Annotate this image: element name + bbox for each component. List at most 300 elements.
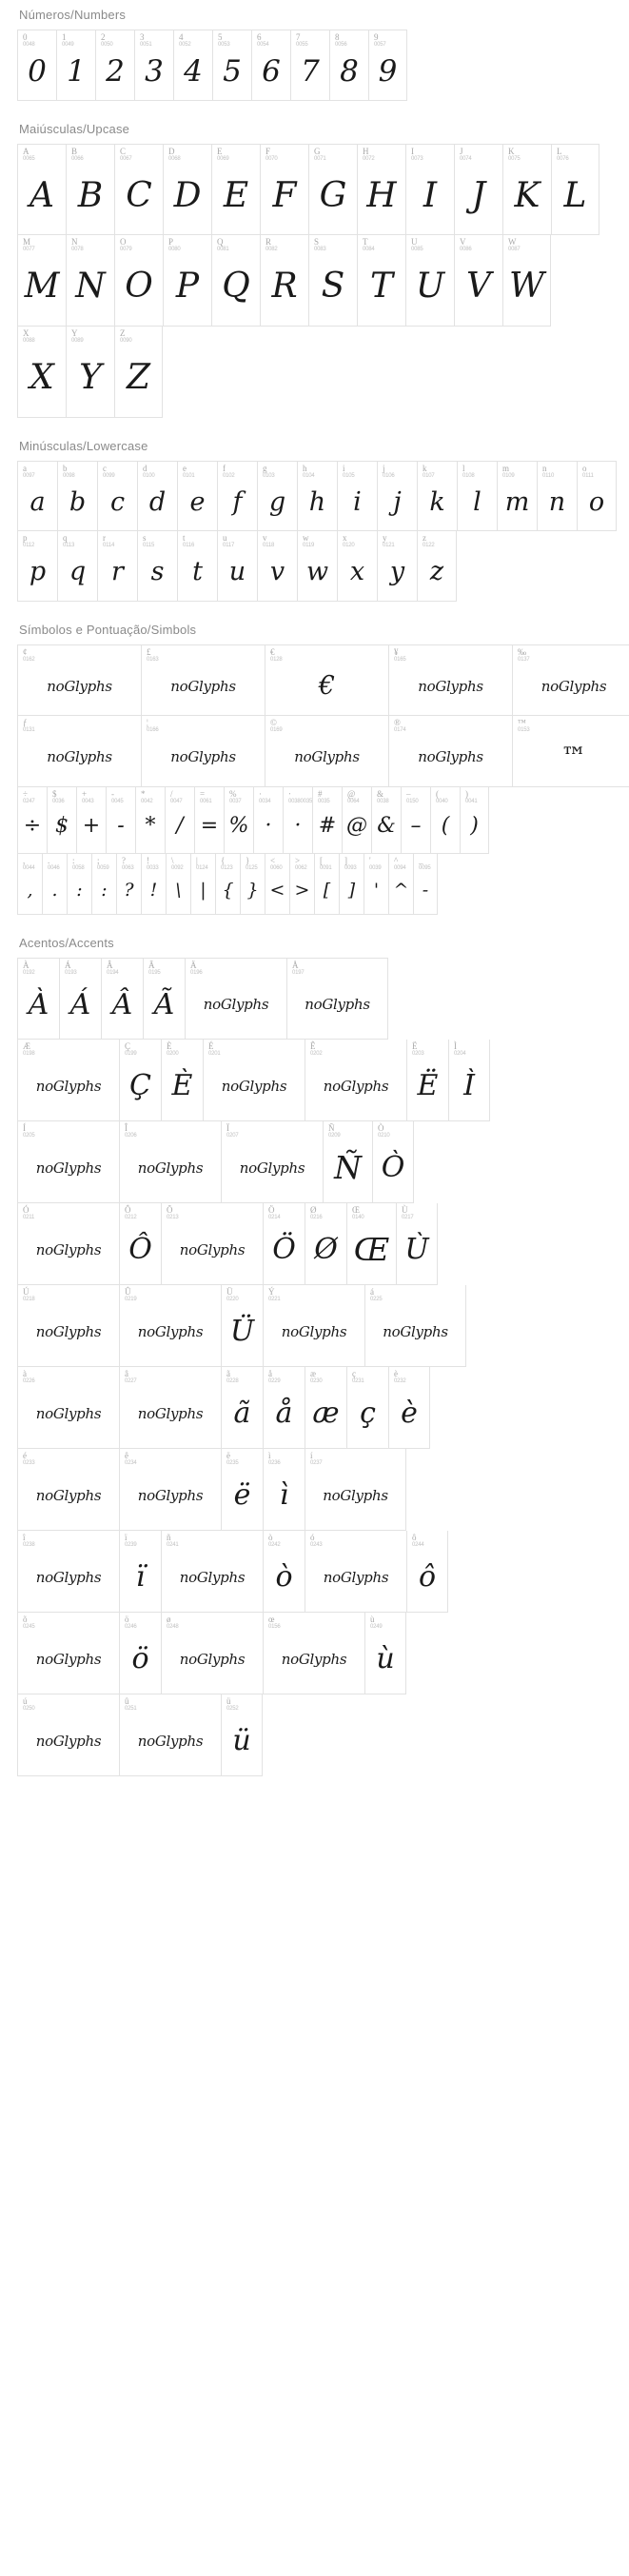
glyph-cell[interactable]	[95, 30, 134, 101]
glyph-cell[interactable]	[114, 235, 163, 327]
glyph-char-label: È	[167, 1041, 172, 1051]
glyph-cell[interactable]	[119, 1449, 221, 1531]
glyph-cell[interactable]	[66, 144, 114, 235]
glyph-cell[interactable]	[211, 235, 260, 327]
glyph-render: 8	[340, 53, 359, 89]
glyph-render: E	[223, 175, 249, 215]
glyph-cell[interactable]	[430, 787, 460, 854]
glyph-cell[interactable]	[161, 1203, 263, 1285]
glyph-char-label: ÷	[23, 789, 28, 799]
glyph-cell[interactable]	[106, 787, 135, 854]
glyph-char-label: Ã	[148, 961, 155, 970]
glyph-meta	[414, 854, 437, 872]
glyph-meta	[358, 235, 405, 253]
glyph-render: @	[346, 814, 367, 839]
glyph-cell[interactable]	[17, 30, 56, 101]
glyph-cell[interactable]	[357, 235, 405, 327]
glyph-char-label: >	[295, 856, 301, 865]
glyph-code-label: 0225	[370, 1297, 383, 1303]
glyph-char-label: 7	[296, 32, 301, 42]
glyph-cell[interactable]	[119, 1531, 161, 1613]
glyph-cell[interactable]	[263, 1613, 364, 1694]
glyph-char-label: D	[168, 147, 175, 156]
glyph-meta	[115, 235, 163, 253]
glyph-cell[interactable]	[177, 461, 217, 531]
glyph-meta	[378, 462, 417, 480]
glyph-render: z	[429, 557, 444, 587]
glyph-render: È	[171, 1069, 193, 1103]
glyph-cell[interactable]	[17, 854, 42, 915]
glyph-char-label: {	[221, 856, 226, 865]
glyph-cell[interactable]	[290, 30, 329, 101]
glyph-cell[interactable]	[221, 1367, 263, 1449]
glyph-cell[interactable]	[308, 235, 357, 327]
glyph-cell[interactable]	[173, 30, 212, 101]
glyph-cell[interactable]	[119, 1121, 221, 1203]
glyph-render: P	[175, 267, 200, 307]
glyph-cell[interactable]	[119, 1613, 161, 1694]
glyph-char-label: ®	[394, 718, 401, 727]
glyph-cell[interactable]	[497, 461, 537, 531]
glyph-cell[interactable]	[512, 716, 629, 787]
glyph-meta	[18, 787, 47, 805]
glyph-render: 6	[262, 53, 281, 89]
glyph-render: Ñ	[334, 1149, 362, 1187]
glyph-char-label: c	[103, 464, 107, 473]
glyph-render: ô	[418, 1560, 437, 1595]
glyph-cell[interactable]	[286, 958, 388, 1040]
glyph-cell[interactable]	[163, 144, 211, 235]
glyph-cell[interactable]	[305, 1040, 406, 1121]
glyph-cell[interactable]	[406, 1040, 448, 1121]
glyph-char-label: æ	[310, 1369, 317, 1378]
glyph-render: ·	[265, 814, 272, 839]
glyph-cell[interactable]	[265, 644, 388, 716]
glyph-cell[interactable]	[388, 644, 512, 716]
glyph-cell[interactable]	[17, 1367, 119, 1449]
glyph-meta	[142, 716, 265, 734]
glyph-cell[interactable]	[401, 787, 430, 854]
glyph-code-label: 0068	[168, 156, 181, 163]
glyph-char-label: Â	[107, 961, 113, 970]
glyph-cell[interactable]	[59, 958, 101, 1040]
glyph-meta	[191, 854, 215, 872]
glyph-cell[interactable]	[221, 1121, 323, 1203]
glyph-cell[interactable]	[305, 1449, 406, 1531]
glyph-char-label: #	[318, 789, 323, 799]
glyph-cell[interactable]	[161, 1040, 203, 1121]
glyph-cell[interactable]	[396, 1203, 438, 1285]
glyph-cell[interactable]	[217, 531, 257, 602]
glyph-missing: noGlyphs	[170, 748, 236, 766]
glyph-meta	[58, 462, 97, 480]
glyph-cell[interactable]	[289, 854, 314, 915]
glyph-cell[interactable]	[116, 854, 141, 915]
glyph-cell[interactable]	[119, 1040, 161, 1121]
glyph-meta	[138, 531, 177, 549]
glyph-cell[interactable]	[177, 531, 217, 602]
glyph-render: v	[269, 557, 285, 587]
glyph-missing: noGlyphs	[323, 1568, 389, 1586]
glyph-code-label: 0053	[218, 42, 230, 49]
glyph-render: À	[28, 987, 49, 1021]
glyph-cell[interactable]	[260, 144, 308, 235]
glyph-render: 5	[223, 53, 242, 89]
glyph-cell[interactable]	[263, 1449, 305, 1531]
glyph-cell[interactable]	[372, 1121, 414, 1203]
glyph-render: –	[410, 814, 422, 839]
glyph-meta	[67, 145, 114, 163]
glyph-code-label: 0092	[171, 865, 184, 872]
glyph-cell[interactable]	[141, 716, 265, 787]
glyph-char-label: í	[310, 1451, 313, 1460]
glyph-code-label: 0227	[125, 1378, 137, 1385]
glyph-cell[interactable]	[240, 854, 265, 915]
glyph-render: )	[470, 814, 479, 839]
glyph-cell[interactable]	[119, 1367, 221, 1449]
glyph-cell[interactable]	[137, 461, 177, 531]
glyph-cell[interactable]	[405, 235, 454, 327]
glyph-cell[interactable]	[388, 1367, 430, 1449]
glyph-char-label: O	[120, 237, 127, 247]
glyph-cell[interactable]	[17, 1285, 119, 1367]
glyph-cell[interactable]	[537, 461, 577, 531]
glyph-cell[interactable]	[263, 1531, 305, 1613]
glyph-render: m	[504, 486, 530, 517]
glyph-cell[interactable]	[17, 235, 66, 327]
glyph-cell[interactable]	[417, 461, 457, 531]
glyph-cell[interactable]	[211, 144, 260, 235]
glyph-code-label: 0241	[167, 1542, 179, 1549]
glyph-render: Ã	[153, 987, 175, 1021]
glyph-char-label: Ê	[310, 1041, 316, 1051]
glyph-cell[interactable]	[314, 854, 339, 915]
glyph-cell[interactable]	[312, 787, 342, 854]
glyph-cell[interactable]	[263, 1367, 305, 1449]
glyph-cell[interactable]	[161, 1531, 263, 1613]
glyph-meta	[389, 716, 512, 734]
glyph-cell[interactable]	[194, 787, 224, 854]
glyph-cell[interactable]	[135, 787, 165, 854]
glyph-cell[interactable]	[346, 1367, 388, 1449]
glyph-meta	[324, 1121, 372, 1139]
glyph-cell[interactable]	[221, 1285, 263, 1367]
glyph-cell[interactable]	[448, 1040, 490, 1121]
glyph-cell[interactable]	[460, 787, 489, 854]
glyph-code-label: 0121	[383, 543, 395, 549]
glyph-cell[interactable]	[161, 1613, 263, 1694]
glyph-cell[interactable]	[217, 461, 257, 531]
glyph-code-label: 0078	[71, 247, 84, 253]
glyph-meta	[60, 959, 101, 977]
glyph-cell[interactable]	[297, 461, 337, 531]
glyph-cell[interactable]	[163, 235, 211, 327]
glyph-cell[interactable]	[308, 144, 357, 235]
glyph-char-label: ™	[518, 718, 526, 727]
glyph-meta	[455, 235, 502, 253]
glyph-render: ë	[233, 1478, 251, 1513]
glyph-meta	[136, 787, 165, 805]
glyph-cell[interactable]	[339, 854, 364, 915]
glyph-char-label: Ç	[125, 1041, 131, 1051]
glyph-cell[interactable]	[190, 854, 215, 915]
glyph-char-label: 9	[374, 32, 379, 42]
glyph-char-label: ï	[125, 1533, 128, 1542]
glyph-cell[interactable]	[17, 327, 66, 418]
glyph-char-label: à	[23, 1369, 27, 1378]
glyph-meta	[18, 145, 66, 163]
glyph-code-label: 0074	[460, 156, 472, 163]
glyph-cell[interactable]	[388, 854, 413, 915]
glyph-cell[interactable]	[257, 461, 297, 531]
glyph-cell[interactable]	[377, 531, 417, 602]
glyph-meta	[365, 1613, 405, 1631]
glyph-missing: noGlyphs	[47, 748, 112, 766]
glyph-cell[interactable]	[17, 1449, 119, 1531]
glyph-code-label: 0235	[226, 1460, 239, 1467]
glyph-meta	[96, 30, 134, 49]
glyph-cell[interactable]	[17, 716, 141, 787]
glyph-cell[interactable]	[305, 1203, 346, 1285]
glyph-cell[interactable]	[17, 958, 59, 1040]
glyph-cell[interactable]	[17, 461, 57, 531]
glyph-missing: noGlyphs	[239, 1159, 305, 1177]
glyph-missing: noGlyphs	[137, 1322, 204, 1340]
glyph-cell[interactable]	[265, 854, 289, 915]
glyph-cell[interactable]	[119, 1694, 221, 1776]
glyph-meta	[204, 1040, 305, 1058]
glyph-grid	[17, 461, 612, 602]
glyph-cell[interactable]	[17, 531, 57, 602]
glyph-cell[interactable]	[265, 716, 388, 787]
glyph-cell[interactable]	[17, 1121, 119, 1203]
glyph-cell[interactable]	[224, 787, 253, 854]
glyph-cell[interactable]	[17, 1613, 119, 1694]
glyph-render: p	[29, 557, 47, 587]
glyph-cell[interactable]	[364, 1285, 466, 1367]
glyph-cell[interactable]	[329, 30, 368, 101]
glyph-render: 0	[28, 53, 47, 89]
glyph-cell[interactable]	[215, 854, 240, 915]
glyph-char-label: m	[502, 464, 510, 473]
glyph-render: C	[126, 175, 152, 215]
glyph-code-label: 0082	[265, 247, 278, 253]
glyph-char-label: â	[125, 1369, 128, 1378]
glyph-row	[17, 461, 617, 531]
glyph-meta	[164, 235, 211, 253]
glyph-render: Ë	[417, 1069, 439, 1103]
glyph-char-label: }	[246, 856, 250, 865]
glyph-cell[interactable]	[454, 235, 502, 327]
glyph-render: q	[69, 557, 87, 587]
glyph-meta	[261, 235, 308, 253]
glyph-cell[interactable]	[119, 1203, 161, 1285]
glyph-cell[interactable]	[203, 1040, 305, 1121]
glyph-cell[interactable]	[47, 787, 76, 854]
glyph-cell[interactable]	[251, 30, 290, 101]
glyph-code-label: 0203	[412, 1051, 424, 1058]
glyph-cell[interactable]	[577, 461, 617, 531]
glyph-missing: noGlyphs	[170, 677, 236, 695]
glyph-cell[interactable]	[212, 30, 251, 101]
glyph-code-label: 0039	[369, 865, 382, 872]
glyph-cell[interactable]	[97, 531, 137, 602]
glyph-meta	[309, 145, 357, 163]
glyph-cell[interactable]	[66, 235, 114, 327]
glyph-meta	[431, 787, 460, 805]
glyph-meta	[48, 787, 76, 805]
glyph-cell[interactable]	[67, 854, 91, 915]
glyph-cell[interactable]	[119, 1285, 221, 1367]
glyph-cell[interactable]	[257, 531, 297, 602]
glyph-render: T	[369, 267, 393, 307]
glyph-cell[interactable]	[17, 144, 66, 235]
glyph-meta	[77, 787, 106, 805]
glyph-render: =	[200, 814, 219, 839]
glyph-char-label: ?	[122, 856, 126, 865]
glyph-render: c	[109, 486, 126, 517]
glyph-cell[interactable]	[101, 958, 143, 1040]
glyph-cell[interactable]	[512, 644, 629, 716]
glyph-cell[interactable]	[56, 30, 95, 101]
glyph-cell[interactable]	[17, 1531, 119, 1613]
glyph-cell[interactable]	[337, 531, 377, 602]
glyph-cell[interactable]	[413, 854, 438, 915]
glyph-cell[interactable]	[364, 1613, 406, 1694]
glyph-cell[interactable]	[97, 461, 137, 531]
glyph-render: k	[429, 486, 445, 517]
glyph-meta	[167, 854, 190, 872]
glyph-cell[interactable]	[342, 787, 371, 854]
glyph-code-label: 0247	[23, 799, 35, 805]
glyph-meta	[142, 645, 265, 664]
glyph-cell[interactable]	[17, 1694, 119, 1776]
glyph-cell[interactable]	[57, 461, 97, 531]
glyph-char-label: A	[23, 147, 29, 156]
glyph-row	[17, 1203, 438, 1285]
glyph-code-label: 0099	[103, 473, 115, 480]
glyph-code-label: 0202	[310, 1051, 323, 1058]
glyph-code-label: 0087	[508, 247, 521, 253]
glyph-code-label: 0221	[268, 1297, 281, 1303]
glyph-cell[interactable]	[17, 1203, 119, 1285]
glyph-meta	[18, 959, 59, 977]
glyph-cell[interactable]	[221, 1449, 263, 1531]
glyph-cell[interactable]	[346, 1203, 396, 1285]
glyph-meta	[57, 30, 95, 49]
glyph-char-label: H	[363, 147, 369, 156]
glyph-render: 9	[378, 53, 398, 89]
glyph-meta	[162, 1531, 263, 1549]
glyph-meta	[98, 462, 137, 480]
glyph-cell[interactable]	[17, 1040, 119, 1121]
glyph-cell[interactable]	[364, 854, 388, 915]
glyph-cell[interactable]	[502, 235, 551, 327]
glyph-cell[interactable]	[76, 787, 106, 854]
glyph-meta	[290, 854, 314, 872]
glyph-meta	[18, 1367, 119, 1385]
glyph-code-label: 0044	[23, 865, 35, 872]
glyph-code-label: 0105	[343, 473, 355, 480]
glyph-cell[interactable]	[263, 1285, 364, 1367]
glyph-cell[interactable]	[337, 461, 377, 531]
glyph-render: M	[24, 267, 60, 307]
glyph-cell[interactable]	[134, 30, 173, 101]
glyph-char-label: î	[23, 1533, 26, 1542]
glyph-cell[interactable]	[221, 1694, 263, 1776]
glyph-render: ç	[360, 1397, 376, 1431]
glyph-cell[interactable]	[185, 958, 286, 1040]
glyph-meta	[291, 30, 329, 49]
glyph-char-label: Ò	[378, 1123, 384, 1133]
glyph-cell[interactable]	[283, 787, 312, 854]
glyph-cell[interactable]	[454, 144, 502, 235]
glyph-meta	[164, 145, 211, 163]
glyph-cell[interactable]	[457, 461, 497, 531]
glyph-cell[interactable]	[143, 958, 185, 1040]
glyph-cell[interactable]	[114, 327, 163, 418]
glyph-cell[interactable]	[417, 531, 457, 602]
glyph-meta	[241, 854, 265, 872]
glyph-render: &	[377, 814, 396, 839]
glyph-meta	[298, 531, 337, 549]
glyph-code-label: 0060	[270, 865, 283, 872]
glyph-char-label: Õ	[167, 1205, 173, 1215]
glyph-cell[interactable]	[17, 787, 47, 854]
glyph-cell[interactable]	[297, 531, 337, 602]
glyph-cell[interactable]	[141, 644, 265, 716]
glyph-cell[interactable]	[141, 854, 166, 915]
glyph-char-label: Ó	[23, 1205, 29, 1215]
glyph-cell[interactable]	[263, 1203, 305, 1285]
glyph-code-label: 0251	[125, 1706, 137, 1713]
glyph-cell[interactable]	[253, 787, 283, 854]
glyph-cell[interactable]	[165, 787, 194, 854]
glyph-render: }	[246, 879, 259, 901]
glyph-meta	[222, 1694, 262, 1713]
glyph-cell[interactable]	[405, 144, 454, 235]
glyph-cell[interactable]	[502, 144, 551, 235]
glyph-cell[interactable]	[357, 144, 405, 235]
glyph-cell[interactable]	[305, 1531, 406, 1613]
glyph-cell[interactable]	[406, 1531, 448, 1613]
glyph-cell[interactable]	[368, 30, 407, 101]
glyph-char-label: h	[303, 464, 307, 473]
glyph-cell[interactable]	[66, 327, 114, 418]
glyph-cell[interactable]	[323, 1121, 372, 1203]
glyph-cell[interactable]	[114, 144, 163, 235]
glyph-cell[interactable]	[17, 644, 141, 716]
glyph-cell[interactable]	[551, 144, 600, 235]
glyph-cell[interactable]	[377, 461, 417, 531]
glyph-cell[interactable]	[305, 1367, 346, 1449]
glyph-code-label: 0213	[167, 1215, 179, 1221]
glyph-cell[interactable]	[260, 235, 308, 327]
glyph-meta	[138, 462, 177, 480]
glyph-code-label: 0131	[23, 727, 35, 734]
glyph-render: b	[69, 486, 87, 517]
glyph-cell[interactable]	[371, 787, 401, 854]
glyph-code-label: 0249	[370, 1624, 383, 1631]
glyph-cell[interactable]	[57, 531, 97, 602]
glyph-cell[interactable]	[91, 854, 116, 915]
glyph-meta	[120, 1449, 221, 1467]
glyph-cell[interactable]	[137, 531, 177, 602]
glyph-cell[interactable]	[166, 854, 190, 915]
glyph-cell[interactable]	[388, 716, 512, 787]
glyph-cell[interactable]	[42, 854, 67, 915]
glyph-code-label: 0056	[335, 42, 347, 49]
